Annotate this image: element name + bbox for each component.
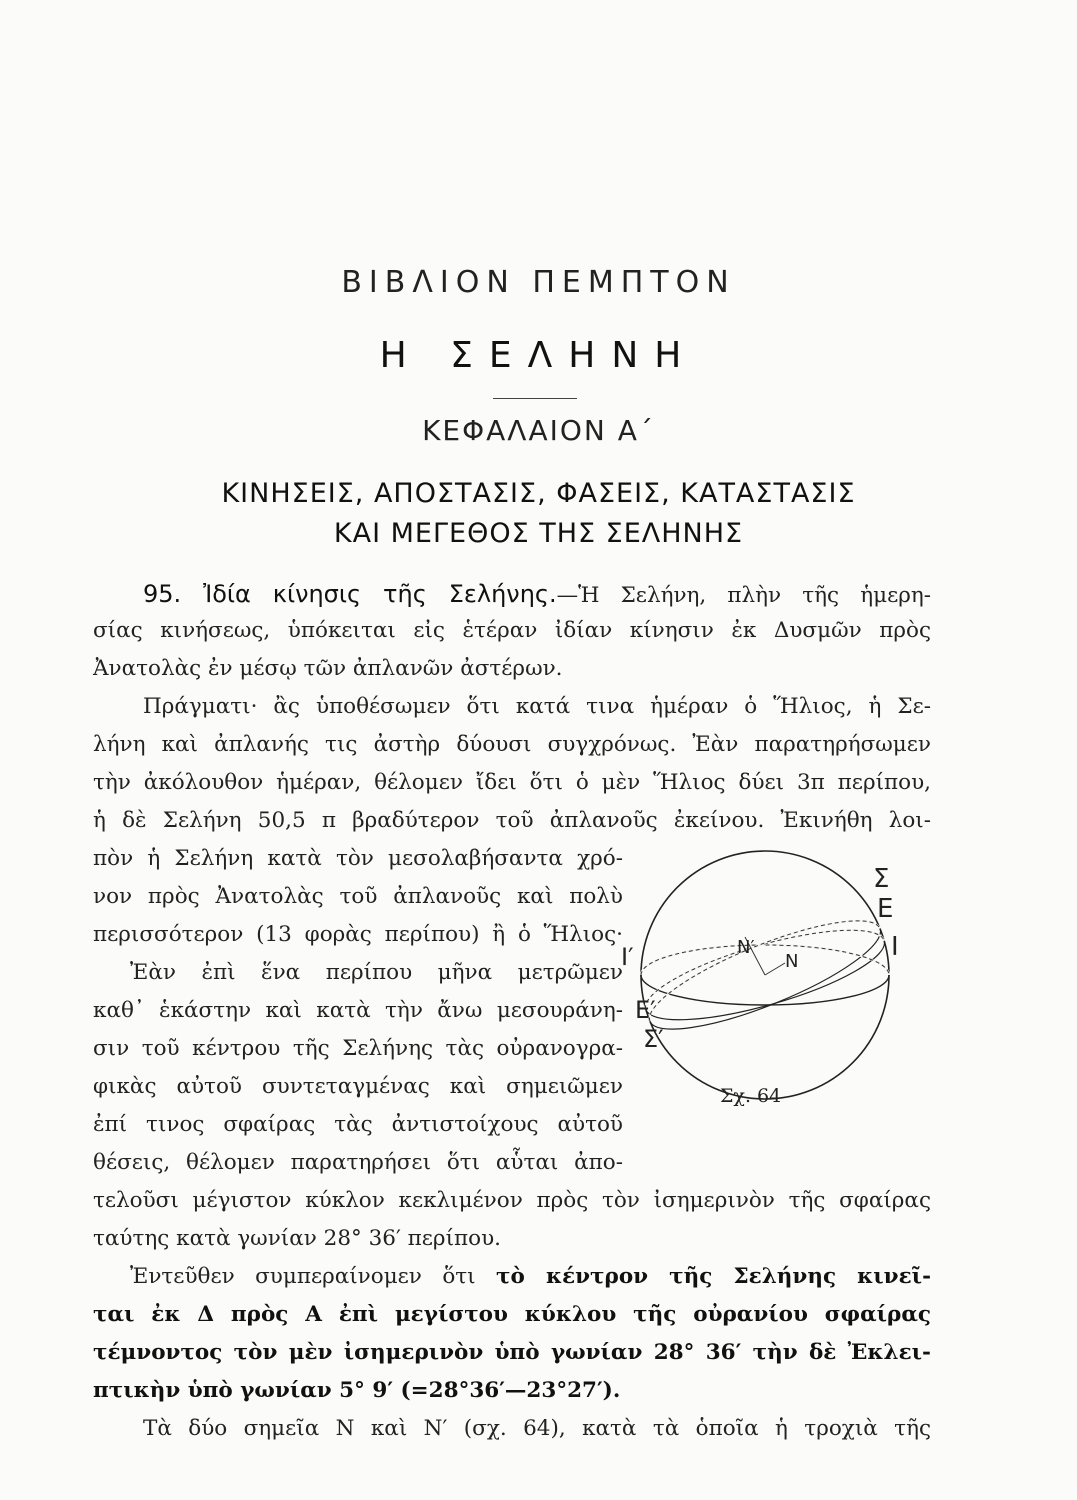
section-heading: 95. Ἰδία κίνησις τῆς Σελήνης. <box>143 580 557 608</box>
label-epsilon: Ε <box>877 894 894 924</box>
celestial-sphere-figure <box>615 825 915 1125</box>
label-n: Ν <box>785 951 799 972</box>
label-sigma: Σ <box>873 864 890 894</box>
text-line: καθ᾽ ἑκάστην καὶ κατὰ τὴν ἄνω μεσουράνη- <box>93 998 623 1023</box>
text-line: ταύτης κατὰ γωνίαν 28° 36′ περίπου. <box>93 1226 501 1251</box>
chapter-title-line-1: ΚΙΝΗΣΕΙΣ, ΑΠΟΣΤΑΣΙΣ, ΦΑΣΕΙΣ, ΚΑΤΑΣΤΑΣΙΣ <box>221 478 856 509</box>
text-line <box>143 580 931 608</box>
text-line <box>130 1264 931 1289</box>
text-line: φικὰς αὐτοῦ συντεταγμένας καὶ σημειῶμεν <box>93 1074 623 1099</box>
text-line: σίας κινήσεως, ὑπόκειται εἰς ἑτέραν ἰδίαν κίνησιν ἐκ Δυσμῶν πρὸς <box>93 618 931 643</box>
title-divider <box>493 398 577 399</box>
text-line: Ἀνατολὰς ἐν μέσῳ τῶν ἀπλανῶν ἀστέρων. <box>93 656 563 681</box>
text-line: νον πρὸς Ἀνατολὰς τοῦ ἀπλανοῦς καὶ πολὺ <box>93 884 623 909</box>
text-line-bold: ται ἐκ Δ πρὸς Α ἐπὶ μεγίστου κύκλου τῆς οὐρανίου σφαίρας <box>93 1302 931 1327</box>
conclusion-bold-start: τὸ κέντρον τῆς Σελήνης κινεῖ- <box>496 1264 931 1289</box>
label-iota-prime: Ι′ <box>621 943 634 971</box>
text-line: πὸν ἡ Σελήνη κατὰ τὸν μεσολαβήσαντα χρό- <box>93 846 623 871</box>
text-line: Ἐὰν ἐπὶ ἕνα περίπου μῆνα μετρῶμεν <box>130 960 623 985</box>
ecliptic-back <box>638 912 885 1009</box>
label-epsilon-prime: Ε′ <box>635 996 656 1024</box>
book-title: ΒΙΒΛΙΟΝ ΠΕΜΠΤΟΝ <box>341 265 736 300</box>
text-line: περισσότερον (13 φορὰς περίπου) ἢ ὁ Ἥλιος· <box>93 922 623 947</box>
text-line: σιν τοῦ κέντρου τῆς Σελήνης τὰς οὐρανογρα- <box>93 1036 623 1061</box>
figure-caption: Σχ. 64 <box>720 1085 782 1107</box>
label-n-prime: Ν′ <box>737 937 755 958</box>
chapter-title-line-2: ΚΑΙ ΜΕΓΕΘΟΣ ΤΗΣ ΣΕΛΗΝΗΣ <box>333 518 744 549</box>
node-line-n <box>765 963 785 975</box>
text-line: λήνη καὶ ἀπλανής τις ἀστὴρ δύουσι συγχρόνως. Ἐὰν παρατηρήσωμεν <box>93 732 931 757</box>
text-line: τὴν ἀκόλουθον ἡμέραν, θέλομεν ἴδει ὅτι ὁ μὲν Ἥλιος δύει 3π περίπου, <box>93 770 931 795</box>
text-line: τελοῦσι μέγιστον κύκλον κεκλιμένον πρὸς τὸν ἰσημερινὸν τῆς σφαίρας <box>93 1188 931 1213</box>
part-title: Η ΣΕΛΗΝΗ <box>379 335 698 376</box>
label-sigma-prime: Σ′ <box>643 1025 664 1053</box>
text-line: θέσεις, θέλομεν παρατηρήσει ὅτι αὗται ἀπο- <box>93 1150 623 1175</box>
text-line: ἡ δὲ Σελήνη 50,5 π βραδύτερον τοῦ ἀπλανοῦς ἐκείνου. Ἐκινήθη λοι- <box>93 808 931 833</box>
label-iota: Ι <box>891 932 899 962</box>
chapter-heading: ΚΕΦΑΛΑΙΟΝ Α΄ <box>422 414 655 447</box>
orbit-back <box>639 901 880 1022</box>
text-line: Τὰ δύο σημεῖα Ν καὶ Ν′ (σχ. 64), κατὰ τὰ ὁποῖα ἡ τροχιὰ τῆς <box>143 1416 931 1441</box>
equator-back <box>641 945 889 975</box>
text-line-bold: τέμνοντος τὸν μὲν ἰσημερινὸν ὑπὸ γωνίαν 28° 36′ τὴν δὲ Ἐκλει- <box>93 1340 931 1365</box>
text-line: Πράγματι· ἂς ὑποθέσωμεν ὅτι κατά τινα ἡμέραν ὁ Ἥλιος, ἡ Σε- <box>143 694 931 719</box>
text-line: ἐπί τινος σφαίρας τὰς ἀντιστοίχους αὐτοῦ <box>93 1112 623 1137</box>
conclusion-intro: Ἐντεῦθεν συμπεραίνομεν ὅτι <box>130 1264 497 1289</box>
text-line-bold: πτικὴν ὑπὸ γωνίαν 5° 9′ (=28°36′—23°27′). <box>93 1378 621 1403</box>
section-heading-continuation: —Ἡ Σελήνη, πλὴν τῆς ἡμερη- <box>556 583 931 608</box>
